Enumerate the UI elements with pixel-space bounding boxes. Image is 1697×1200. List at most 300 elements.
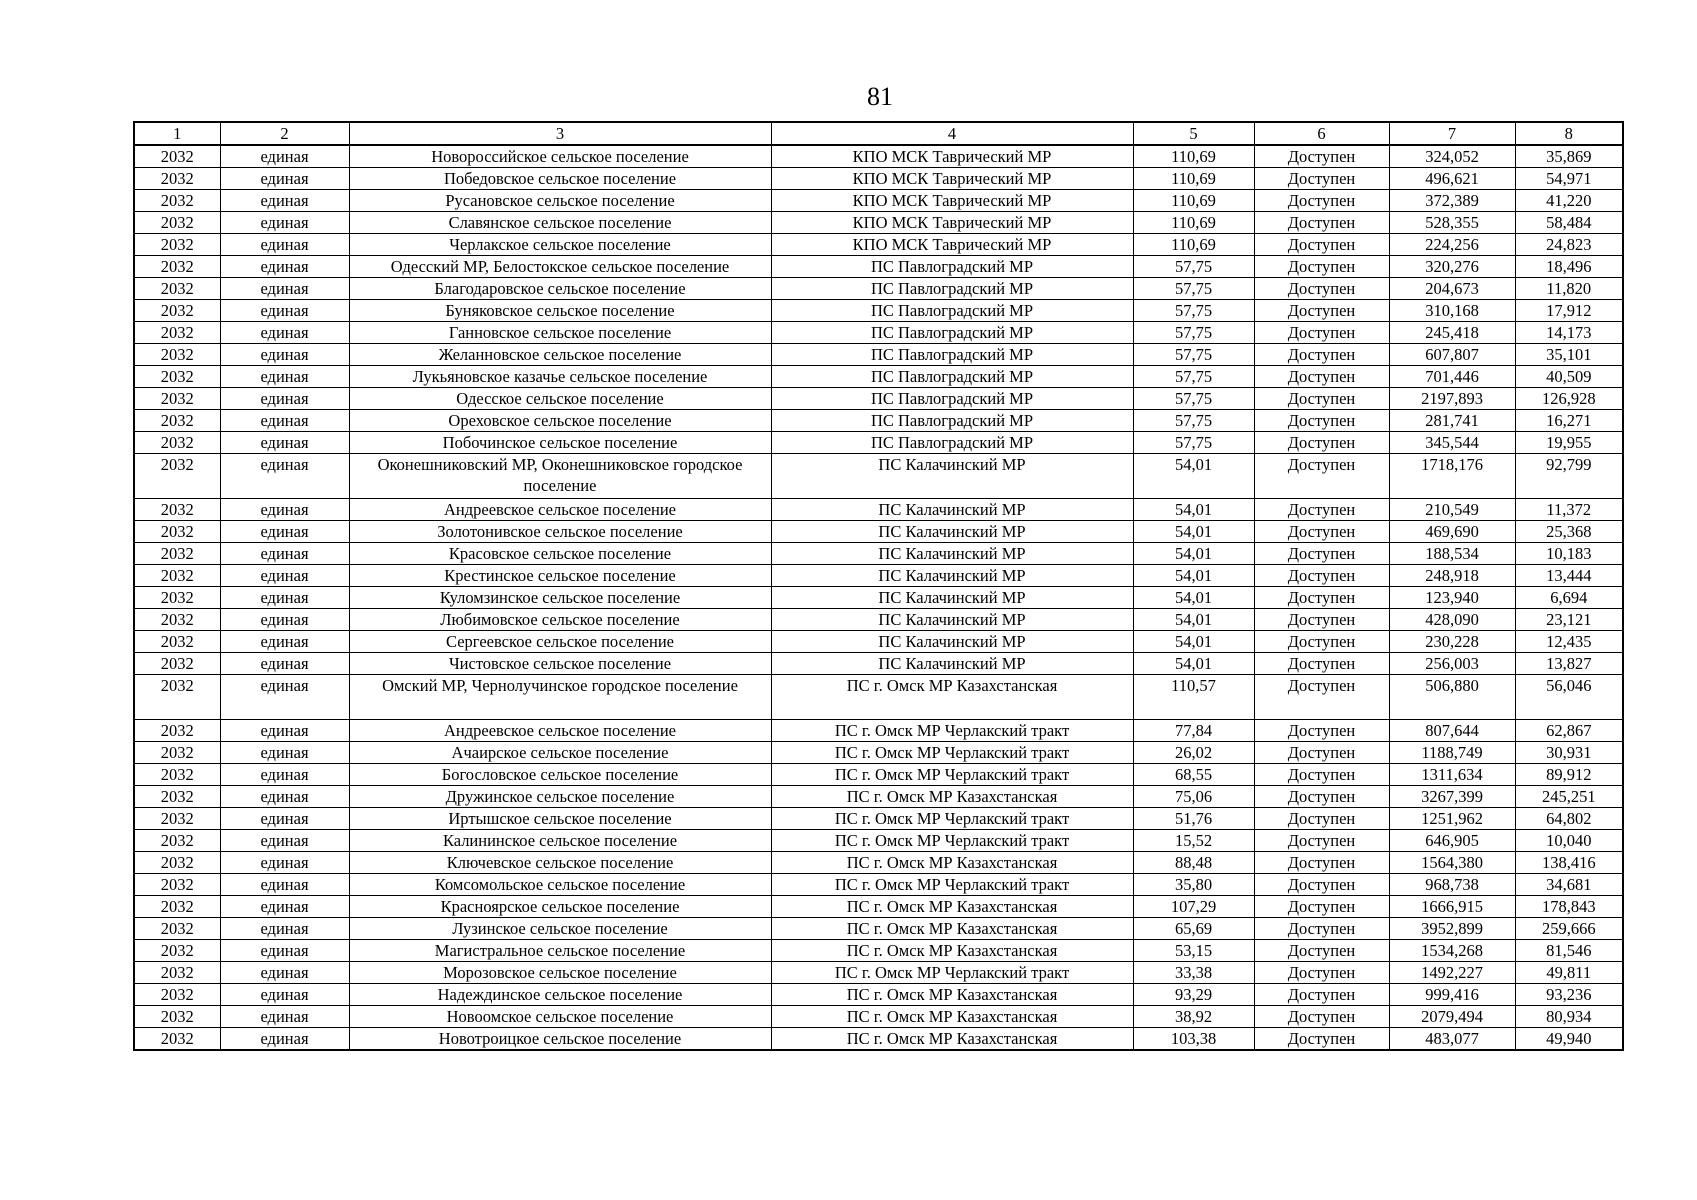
year-cell: 2032 [134, 366, 220, 388]
substation-cell: КПО МСК Таврический МР [771, 190, 1133, 212]
type-cell: единая [220, 366, 349, 388]
status-cell: Доступен [1254, 1028, 1389, 1051]
amount-cell: 14,173 [1515, 322, 1623, 344]
value-cell: 54,01 [1133, 631, 1254, 653]
type-cell: единая [220, 388, 349, 410]
substation-cell: ПС г. Омск МР Казахстанская [771, 940, 1133, 962]
type-cell: единая [220, 256, 349, 278]
amount-cell: 178,843 [1515, 896, 1623, 918]
amount-cell: 13,444 [1515, 565, 1623, 587]
settlement-cell: Русановское сельское поселение [349, 190, 771, 212]
settlement-cell: Надеждинское сельское поселение [349, 984, 771, 1006]
column-header: 6 [1254, 122, 1389, 145]
status-cell: Доступен [1254, 322, 1389, 344]
value-cell: 57,75 [1133, 410, 1254, 432]
volume-cell: 281,741 [1389, 410, 1515, 432]
amount-cell: 126,928 [1515, 388, 1623, 410]
type-cell: единая [220, 234, 349, 256]
value-cell: 53,15 [1133, 940, 1254, 962]
substation-cell: ПС Калачинский МР [771, 653, 1133, 675]
volume-cell: 968,738 [1389, 874, 1515, 896]
volume-cell: 701,446 [1389, 366, 1515, 388]
value-cell: 38,92 [1133, 1006, 1254, 1028]
volume-cell: 607,807 [1389, 344, 1515, 366]
year-cell: 2032 [134, 742, 220, 764]
settlement-cell: Благодаровское сельское поселение [349, 278, 771, 300]
amount-cell: 49,940 [1515, 1028, 1623, 1051]
year-cell: 2032 [134, 212, 220, 234]
type-cell: единая [220, 609, 349, 631]
table-body [134, 145, 1623, 1050]
settlement-cell: Славянское сельское поселение [349, 212, 771, 234]
amount-cell: 245,251 [1515, 786, 1623, 808]
year-cell: 2032 [134, 940, 220, 962]
value-cell: 110,69 [1133, 145, 1254, 168]
table-row [134, 432, 1623, 454]
year-cell: 2032 [134, 432, 220, 454]
table-row [134, 212, 1623, 234]
substation-cell: КПО МСК Таврический МР [771, 145, 1133, 168]
value-cell: 54,01 [1133, 653, 1254, 675]
amount-cell: 19,955 [1515, 432, 1623, 454]
substation-cell: ПС г. Омск МР Казахстанская [771, 675, 1133, 720]
volume-cell: 1188,749 [1389, 742, 1515, 764]
status-cell: Доступен [1254, 212, 1389, 234]
year-cell: 2032 [134, 786, 220, 808]
settlement-cell: Одесское сельское поселение [349, 388, 771, 410]
value-cell: 88,48 [1133, 852, 1254, 874]
amount-cell: 62,867 [1515, 720, 1623, 742]
substation-cell: ПС г. Омск МР Казахстанская [771, 1028, 1133, 1051]
year-cell: 2032 [134, 388, 220, 410]
volume-cell: 245,418 [1389, 322, 1515, 344]
settlement-cell: Красовское сельское поселение [349, 543, 771, 565]
value-cell: 54,01 [1133, 609, 1254, 631]
substation-cell: ПС г. Омск МР Черлакский тракт [771, 720, 1133, 742]
amount-cell: 11,820 [1515, 278, 1623, 300]
amount-cell: 11,372 [1515, 499, 1623, 521]
volume-cell: 372,389 [1389, 190, 1515, 212]
volume-cell: 324,052 [1389, 145, 1515, 168]
year-cell: 2032 [134, 675, 220, 720]
status-cell: Доступен [1254, 300, 1389, 322]
substation-cell: КПО МСК Таврический МР [771, 234, 1133, 256]
settlement-cell: Золотонивское сельское поселение [349, 521, 771, 543]
settlement-cell: Лукьяновское казачье сельское поселение [349, 366, 771, 388]
volume-cell: 646,905 [1389, 830, 1515, 852]
settlement-cell: Ореховское сельское поселение [349, 410, 771, 432]
type-cell: единая [220, 653, 349, 675]
amount-cell: 89,912 [1515, 764, 1623, 786]
substation-cell: ПС Павлоградский МР [771, 300, 1133, 322]
volume-cell: 2079,494 [1389, 1006, 1515, 1028]
type-cell: единая [220, 984, 349, 1006]
year-cell: 2032 [134, 896, 220, 918]
type-cell: единая [220, 521, 349, 543]
table-row [134, 234, 1623, 256]
value-cell: 110,69 [1133, 212, 1254, 234]
status-cell: Доступен [1254, 896, 1389, 918]
value-cell: 77,84 [1133, 720, 1254, 742]
year-cell: 2032 [134, 609, 220, 631]
column-header: 5 [1133, 122, 1254, 145]
settlement-cell: Оконешниковский МР, Оконешниковское городское поселение [349, 454, 771, 499]
substation-cell: ПС Павлоградский МР [771, 344, 1133, 366]
year-cell: 2032 [134, 322, 220, 344]
column-header: 2 [220, 122, 349, 145]
value-cell: 75,06 [1133, 786, 1254, 808]
amount-cell: 35,869 [1515, 145, 1623, 168]
substation-cell: ПС Калачинский МР [771, 543, 1133, 565]
type-cell: единая [220, 808, 349, 830]
substation-cell: ПС Павлоградский МР [771, 366, 1133, 388]
volume-cell: 483,077 [1389, 1028, 1515, 1051]
table-row [134, 609, 1623, 631]
value-cell: 57,75 [1133, 388, 1254, 410]
value-cell: 54,01 [1133, 521, 1254, 543]
status-cell: Доступен [1254, 499, 1389, 521]
status-cell: Доступен [1254, 940, 1389, 962]
volume-cell: 123,940 [1389, 587, 1515, 609]
value-cell: 26,02 [1133, 742, 1254, 764]
amount-cell: 35,101 [1515, 344, 1623, 366]
substation-cell: ПС Павлоградский МР [771, 322, 1133, 344]
amount-cell: 81,546 [1515, 940, 1623, 962]
settlement-cell: Ганновское сельское поселение [349, 322, 771, 344]
value-cell: 103,38 [1133, 1028, 1254, 1051]
table-row [134, 499, 1623, 521]
settlement-cell: Ключевское сельское поселение [349, 852, 771, 874]
substation-cell: ПС Калачинский МР [771, 587, 1133, 609]
amount-cell: 92,799 [1515, 454, 1623, 499]
year-cell: 2032 [134, 631, 220, 653]
volume-cell: 256,003 [1389, 653, 1515, 675]
amount-cell: 80,934 [1515, 1006, 1623, 1028]
amount-cell: 10,183 [1515, 543, 1623, 565]
type-cell: единая [220, 145, 349, 168]
year-cell: 2032 [134, 521, 220, 543]
amount-cell: 56,046 [1515, 675, 1623, 720]
amount-cell: 58,484 [1515, 212, 1623, 234]
status-cell: Доступен [1254, 1006, 1389, 1028]
settlement-cell: Победовское сельское поселение [349, 168, 771, 190]
amount-cell: 13,827 [1515, 653, 1623, 675]
amount-cell: 17,912 [1515, 300, 1623, 322]
volume-cell: 3952,899 [1389, 918, 1515, 940]
volume-cell: 230,228 [1389, 631, 1515, 653]
table-row [134, 940, 1623, 962]
year-cell: 2032 [134, 808, 220, 830]
type-cell: единая [220, 918, 349, 940]
year-cell: 2032 [134, 1028, 220, 1051]
substation-cell: ПС г. Омск МР Черлакский тракт [771, 874, 1133, 896]
value-cell: 54,01 [1133, 587, 1254, 609]
amount-cell: 16,271 [1515, 410, 1623, 432]
volume-cell: 1564,380 [1389, 852, 1515, 874]
status-cell: Доступен [1254, 190, 1389, 212]
table-row [134, 168, 1623, 190]
type-cell: единая [220, 410, 349, 432]
status-cell: Доступен [1254, 344, 1389, 366]
substation-cell: КПО МСК Таврический МР [771, 212, 1133, 234]
status-cell: Доступен [1254, 918, 1389, 940]
table-row [134, 587, 1623, 609]
settlement-cell: Куломзинское сельское поселение [349, 587, 771, 609]
status-cell: Доступен [1254, 742, 1389, 764]
status-cell: Доступен [1254, 984, 1389, 1006]
table-row [134, 454, 1623, 499]
status-cell: Доступен [1254, 543, 1389, 565]
volume-cell: 1718,176 [1389, 454, 1515, 499]
table-row [134, 278, 1623, 300]
substation-cell: ПС г. Омск МР Черлакский тракт [771, 962, 1133, 984]
status-cell: Доступен [1254, 432, 1389, 454]
table-row [134, 896, 1623, 918]
value-cell: 93,29 [1133, 984, 1254, 1006]
year-cell: 2032 [134, 874, 220, 896]
amount-cell: 18,496 [1515, 256, 1623, 278]
type-cell: единая [220, 786, 349, 808]
substation-cell: ПС Калачинский МР [771, 609, 1133, 631]
volume-cell: 188,534 [1389, 543, 1515, 565]
value-cell: 110,69 [1133, 234, 1254, 256]
settlement-cell: Желанновское сельское поселение [349, 344, 771, 366]
volume-cell: 496,621 [1389, 168, 1515, 190]
value-cell: 15,52 [1133, 830, 1254, 852]
status-cell: Доступен [1254, 653, 1389, 675]
table-row [134, 145, 1623, 168]
value-cell: 57,75 [1133, 432, 1254, 454]
type-cell: единая [220, 874, 349, 896]
type-cell: единая [220, 720, 349, 742]
substation-cell: ПС г. Омск МР Черлакский тракт [771, 830, 1133, 852]
table-row [134, 366, 1623, 388]
amount-cell: 40,509 [1515, 366, 1623, 388]
volume-cell: 807,644 [1389, 720, 1515, 742]
settlement-cell: Комсомольское сельское поселение [349, 874, 771, 896]
value-cell: 33,38 [1133, 962, 1254, 984]
volume-cell: 3267,399 [1389, 786, 1515, 808]
type-cell: единая [220, 675, 349, 720]
status-cell: Доступен [1254, 962, 1389, 984]
data-table [133, 121, 1624, 1051]
value-cell: 57,75 [1133, 344, 1254, 366]
settlement-cell: Сергеевское сельское поселение [349, 631, 771, 653]
value-cell: 110,69 [1133, 190, 1254, 212]
year-cell: 2032 [134, 145, 220, 168]
type-cell: единая [220, 322, 349, 344]
year-cell: 2032 [134, 565, 220, 587]
status-cell: Доступен [1254, 366, 1389, 388]
table-row [134, 742, 1623, 764]
year-cell: 2032 [134, 278, 220, 300]
value-cell: 68,55 [1133, 764, 1254, 786]
status-cell: Доступен [1254, 631, 1389, 653]
table-row [134, 1006, 1623, 1028]
substation-cell: ПС Павлоградский МР [771, 256, 1133, 278]
type-cell: единая [220, 1028, 349, 1051]
status-cell: Доступен [1254, 410, 1389, 432]
table-row [134, 720, 1623, 742]
year-cell: 2032 [134, 190, 220, 212]
volume-cell: 506,880 [1389, 675, 1515, 720]
table-row [134, 344, 1623, 366]
value-cell: 54,01 [1133, 565, 1254, 587]
settlement-cell: Буняковское сельское поселение [349, 300, 771, 322]
settlement-cell: Иртышское сельское поселение [349, 808, 771, 830]
table-row [134, 521, 1623, 543]
table-row [134, 808, 1623, 830]
substation-cell: ПС Павлоградский МР [771, 388, 1133, 410]
settlement-cell: Дружинское сельское поселение [349, 786, 771, 808]
volume-cell: 2197,893 [1389, 388, 1515, 410]
volume-cell: 1251,962 [1389, 808, 1515, 830]
type-cell: единая [220, 300, 349, 322]
status-cell: Доступен [1254, 521, 1389, 543]
volume-cell: 210,549 [1389, 499, 1515, 521]
substation-cell: ПС Калачинский МР [771, 565, 1133, 587]
volume-cell: 320,276 [1389, 256, 1515, 278]
status-cell: Доступен [1254, 786, 1389, 808]
table-row [134, 410, 1623, 432]
type-cell: единая [220, 1006, 349, 1028]
type-cell: единая [220, 565, 349, 587]
volume-cell: 204,673 [1389, 278, 1515, 300]
volume-cell: 999,416 [1389, 984, 1515, 1006]
substation-cell: ПС г. Омск МР Черлакский тракт [771, 808, 1133, 830]
page-number: 81 [867, 82, 893, 111]
column-header: 4 [771, 122, 1133, 145]
type-cell: единая [220, 742, 349, 764]
settlement-cell: Калининское сельское поселение [349, 830, 771, 852]
table-row [134, 631, 1623, 653]
value-cell: 57,75 [1133, 278, 1254, 300]
type-cell: единая [220, 852, 349, 874]
type-cell: единая [220, 168, 349, 190]
year-cell: 2032 [134, 962, 220, 984]
type-cell: единая [220, 587, 349, 609]
volume-cell: 1311,634 [1389, 764, 1515, 786]
type-cell: единая [220, 499, 349, 521]
substation-cell: ПС Калачинский МР [771, 454, 1133, 499]
table-row [134, 388, 1623, 410]
table-row [134, 830, 1623, 852]
type-cell: единая [220, 962, 349, 984]
column-header: 8 [1515, 122, 1623, 145]
table-row [134, 653, 1623, 675]
column-header: 7 [1389, 122, 1515, 145]
type-cell: единая [220, 896, 349, 918]
year-cell: 2032 [134, 410, 220, 432]
status-cell: Доступен [1254, 388, 1389, 410]
year-cell: 2032 [134, 256, 220, 278]
year-cell: 2032 [134, 653, 220, 675]
settlement-cell: Андреевское сельское поселение [349, 720, 771, 742]
settlement-cell: Одесский МР, Белостокское сельское поселение [349, 256, 771, 278]
year-cell: 2032 [134, 852, 220, 874]
type-cell: единая [220, 190, 349, 212]
table-header [134, 122, 1623, 145]
substation-cell: ПС Калачинский МР [771, 499, 1133, 521]
settlement-cell: Лузинское сельское поселение [349, 918, 771, 940]
year-cell: 2032 [134, 720, 220, 742]
amount-cell: 138,416 [1515, 852, 1623, 874]
value-cell: 110,57 [1133, 675, 1254, 720]
amount-cell: 24,823 [1515, 234, 1623, 256]
substation-cell: ПС г. Омск МР Казахстанская [771, 786, 1133, 808]
year-cell: 2032 [134, 984, 220, 1006]
status-cell: Доступен [1254, 234, 1389, 256]
settlement-cell: Крестинское сельское поселение [349, 565, 771, 587]
table-row [134, 786, 1623, 808]
status-cell: Доступен [1254, 565, 1389, 587]
amount-cell: 23,121 [1515, 609, 1623, 631]
table-row [134, 256, 1623, 278]
type-cell: единая [220, 454, 349, 499]
type-cell: единая [220, 631, 349, 653]
settlement-cell: Чистовское сельское поселение [349, 653, 771, 675]
status-cell: Доступен [1254, 168, 1389, 190]
type-cell: единая [220, 764, 349, 786]
amount-cell: 93,236 [1515, 984, 1623, 1006]
volume-cell: 469,690 [1389, 521, 1515, 543]
amount-cell: 259,666 [1515, 918, 1623, 940]
type-cell: единая [220, 212, 349, 234]
status-cell: Доступен [1254, 454, 1389, 499]
year-cell: 2032 [134, 454, 220, 499]
substation-cell: ПС г. Омск МР Казахстанская [771, 852, 1133, 874]
amount-cell: 6,694 [1515, 587, 1623, 609]
settlement-cell: Побочинское сельское поселение [349, 432, 771, 454]
year-cell: 2032 [134, 168, 220, 190]
value-cell: 57,75 [1133, 256, 1254, 278]
settlement-cell: Ачаирское сельское поселение [349, 742, 771, 764]
settlement-cell: Новороссийское сельское поселение [349, 145, 771, 168]
table-row [134, 565, 1623, 587]
status-cell: Доступен [1254, 609, 1389, 631]
status-cell: Доступен [1254, 764, 1389, 786]
value-cell: 54,01 [1133, 454, 1254, 499]
settlement-cell: Магистральное сельское поселение [349, 940, 771, 962]
volume-cell: 428,090 [1389, 609, 1515, 631]
status-cell: Доступен [1254, 720, 1389, 742]
value-cell: 65,69 [1133, 918, 1254, 940]
settlement-cell: Морозовское сельское поселение [349, 962, 771, 984]
settlement-cell: Черлакское сельское поселение [349, 234, 771, 256]
amount-cell: 49,811 [1515, 962, 1623, 984]
substation-cell: ПС Калачинский МР [771, 521, 1133, 543]
status-cell: Доступен [1254, 874, 1389, 896]
year-cell: 2032 [134, 499, 220, 521]
volume-cell: 1666,915 [1389, 896, 1515, 918]
substation-cell: ПС г. Омск МР Черлакский тракт [771, 764, 1133, 786]
substation-cell: КПО МСК Таврический МР [771, 168, 1133, 190]
volume-cell: 310,168 [1389, 300, 1515, 322]
amount-cell: 34,681 [1515, 874, 1623, 896]
amount-cell: 41,220 [1515, 190, 1623, 212]
year-cell: 2032 [134, 918, 220, 940]
volume-cell: 528,355 [1389, 212, 1515, 234]
amount-cell: 30,931 [1515, 742, 1623, 764]
substation-cell: ПС Павлоградский МР [771, 432, 1133, 454]
table-row [134, 874, 1623, 896]
settlement-cell: Андреевское сельское поселение [349, 499, 771, 521]
value-cell: 54,01 [1133, 499, 1254, 521]
year-cell: 2032 [134, 543, 220, 565]
year-cell: 2032 [134, 830, 220, 852]
table-row [134, 300, 1623, 322]
type-cell: единая [220, 543, 349, 565]
